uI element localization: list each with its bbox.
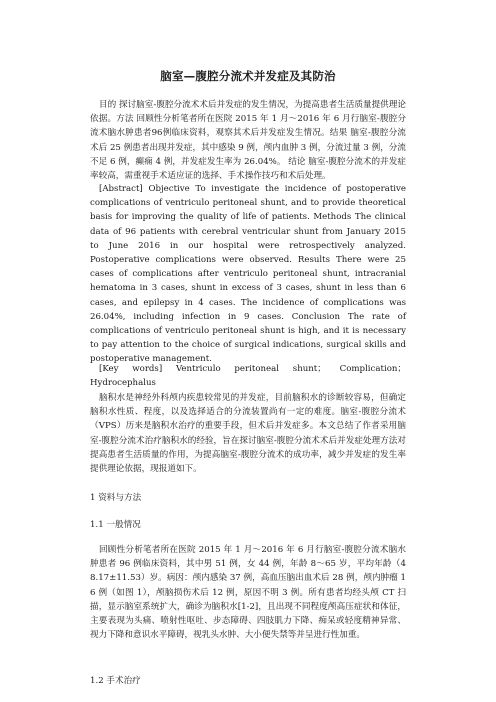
section-heading-1: 1 资料与方法 [90, 493, 142, 503]
abstract-chinese: 目的 探讨脑室-腹腔分流术术后并发症的发生情况，为提高患者生活质量提供理论依据。方法 回顾性分析笔者所在医院 2015 年 1 月～2016 年 6 月行脑室-腹腔分流术脑水肿患者96例临床资料，观察其术后并发症发生情况。结果 脑室-腹腔分流术后 25 例患者出现并发症，其中感染 9 例，颅内血肿 3 例，分流过量 3 例，分流不足 6 例，癫痫 4 例，并发症发生率为 26.04%。 结论 脑室-腹腔分流术的并发症率较高，需重视手术适应证的选择、手术操作技巧和术后处理。 [90, 100, 406, 182]
page-title: 脑室—腹腔分流术并发症及其防治 [160, 69, 336, 83]
keywords: [Key words] Ventriculo peritoneal shunt； Complication； Hydrocephalus [90, 364, 406, 389]
section-heading-1-1: 1.1 一般情况 [90, 520, 141, 530]
general-information-paragraph: 回顾性分析笔者所在医院 2015 年 1 月～2016 年 6 月行脑室-腹腔分流术脑水肿患者 96 例临床资料，其中男 51 例，女 44 例，年龄 8～65 岁，平均年龄（48.17±11.53）岁。病因：颅内感染 37 例，高血压脑出血术后 28 例，颅内肿瘤 16 例（如图 1），颅脑损伤术后 12 例，原因不明 3 例。所有患者均经头颅 CT 扫描，显示脑室系统扩大，确诊为脑积水[1-2]，且出现不同程度颅高压症状和体征，主要表现为头痛、喷射性呕吐、步态障碍、四肢肌力下降、痴呆或轻度精神异常、视力下降和意识水平障碍，视乳头水肿、大小便失禁等并呈进行性加重。 [90, 545, 406, 641]
introduction-paragraph: 脑积水是神经外科颅内疾患较常见的并发症，目前脑积水的诊断较容易，但确定脑积水性质、程度，以及选择适合的分流装置尚有一定的难度。脑室-腹腔分流术（VPS）历来是脑积水治疗的重要手段，但术后并发症多。本文总结了作者采用脑室-腹腔分流术治疗脑积水的经验，旨在探讨脑室-腹腔分流术术后并发症处理方法对提高患者生活质量的作用，为提高脑室-腹腔分流术的成功率，减少并发症的发生率提供理论依据，现报道如下。 [90, 393, 406, 475]
section-heading-1-2: 1.2 手术治疗 [90, 676, 141, 686]
abstract-english: [Abstract] Objective To investigate the incidence of postoperative complications of ventriculo peritoneal shunt, and to provide theoretical basis for improving the quality of life of patients. Methods The clinical data of 96 patients with cerebral ventricular shunt from January 2015 to June 2016 in our hospital were retrospectively analyzed. Postoperative complications were observed. Results There were 25 cases of complications after ventriculo peritoneal shunt, intracranial hematoma in 3 cases, shunt in excess of 3 cases, shunt in less than 6 cases, and epilepsy in 4 cases. The incidence of complications was 26.04%, including infection in 9 cases. Conclusion The rate of complications of ventriculo peritoneal shunt is high, and it is necessary to pay attention to the choice of surgical indications, surgical skills and postoperative management. [90, 184, 406, 365]
